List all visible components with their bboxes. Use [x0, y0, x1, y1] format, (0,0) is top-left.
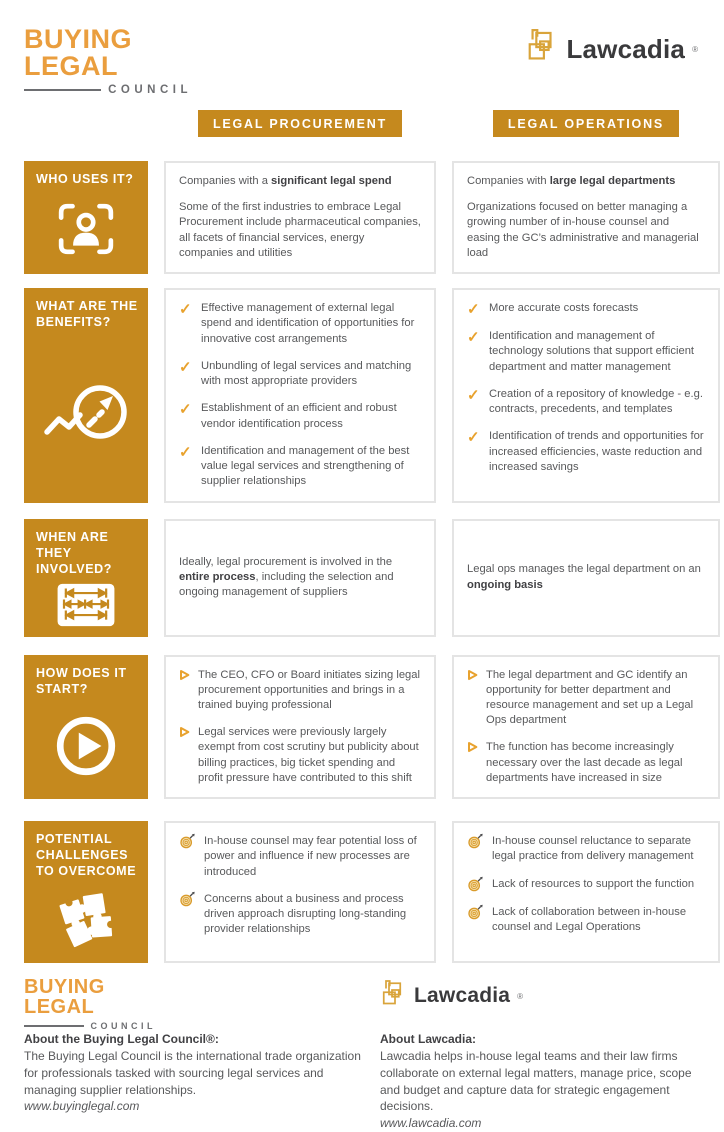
legal-operations-header: LEGAL OPERATIONS — [493, 110, 679, 137]
legal-procurement-header: LEGAL PROCUREMENT — [198, 110, 402, 137]
growth-chart-icon — [42, 379, 130, 449]
lawcadia-logo — [525, 28, 698, 70]
content-box-operations-when — [452, 519, 720, 637]
body-text: , including the selection and ongoing management of suppliers — [179, 570, 394, 599]
list-item-text: Identification of trends and opportunities for increased efficiencies, waste reduction and increased savings — [489, 430, 704, 473]
content-box-operations-who — [452, 161, 720, 274]
dartboard-icon — [179, 833, 196, 850]
arrow-bullet-icon — [179, 669, 190, 681]
footer-lawcadia — [380, 977, 704, 1132]
trademark-mark: ® — [692, 44, 698, 54]
list-item — [179, 359, 421, 389]
content-box-procurement-when — [164, 519, 436, 637]
list-item-text: In-house counsel reluctance to separate legal practice from delivery management — [492, 835, 694, 863]
logo-divider-line — [24, 1025, 84, 1027]
list-item — [467, 301, 705, 317]
list-item — [467, 740, 705, 786]
row-challenges — [24, 821, 704, 963]
body-text: Legal ops manages the legal department on an — [467, 563, 701, 576]
sidebar-label: WHEN ARE THEY INVOLVED? — [36, 529, 113, 576]
list-item — [467, 834, 705, 864]
lead-bold: large legal departments — [549, 175, 676, 187]
row-how-starts — [24, 655, 704, 800]
check-icon: ✓ — [179, 443, 192, 461]
list-item-text: Identification and management of the best value legal services and strengthening of supplier relationships — [201, 444, 410, 488]
buyinglegal-url[interactable]: www.buyinglegal.com — [24, 1099, 140, 1114]
list-item-text: The function has become increasingly necessary over the last decade as legal departments have increased in size — [486, 741, 683, 784]
content-box-operations-challenges — [452, 821, 720, 963]
list-item — [179, 725, 421, 786]
lawcadia-squares-icon — [380, 979, 407, 1013]
arrow-bullet-icon — [467, 669, 478, 681]
list-item-text: More accurate costs forecasts — [489, 302, 639, 315]
body-text: Some of the first industries to embrace Legal Procurement include pharmaceutical companies, all facets of financial services, energy companies and utilities — [179, 201, 421, 259]
check-icon: ✓ — [467, 301, 480, 319]
content-box-procurement-who — [164, 161, 436, 274]
check-icon: ✓ — [179, 401, 192, 419]
sidebar-when-involved — [24, 519, 148, 637]
list-item-text: In-house counsel may fear potential loss of power and influence if new processes are introduced — [204, 835, 417, 878]
list-item-text: Lack of resources to support the function — [492, 877, 695, 890]
check-icon: ✓ — [467, 329, 480, 347]
council-logo-text: COUNCIL — [90, 1021, 156, 1032]
list-item-text: Unbundling of legal services and matching with most appropriate providers — [201, 359, 412, 388]
list-item-text: Concerns about a business and process driven approach disrupting long-standing provider relationships — [204, 892, 407, 936]
list-item — [179, 301, 421, 347]
sidebar-label: POTENTIAL CHALLENGES TO OVERCOME — [36, 832, 137, 879]
footer-buying-legal — [24, 977, 364, 1132]
play-icon — [53, 713, 119, 779]
about-lawcadia-title: About Lawcadia: — [380, 1032, 477, 1047]
list-item — [467, 905, 705, 935]
buying-legal-logo-text: BUYING LEGAL — [24, 24, 133, 81]
dartboard-icon — [179, 891, 196, 908]
sidebar-label: WHAT ARE THE BENEFITS? — [36, 299, 138, 330]
buying-legal-council-logo — [24, 26, 192, 96]
list-item-text: Legal services were previously largely exempt from cost scrutiny but publicity about billing practices, big ticket spending and profit pressure have contributed to this shift — [198, 726, 419, 784]
logo-divider-line — [24, 89, 101, 91]
list-item-text: Identification and management of technology solutions that support efficient department and matter management — [489, 330, 695, 373]
sidebar-benefits — [24, 288, 148, 502]
check-icon: ✓ — [467, 429, 480, 447]
about-blc-body: The Buying Legal Council is the international trade organization for professionals tasked with sourcing legal services and managing supplier relationships. — [24, 1048, 361, 1097]
sidebar-how-starts — [24, 655, 148, 800]
list-item — [179, 834, 421, 880]
row-who-uses-it — [24, 161, 704, 274]
body-text: Ideally, legal procurement is involved in the — [179, 555, 393, 568]
lead-text: Companies with — [467, 175, 550, 187]
sidebar-challenges — [24, 821, 148, 963]
list-item — [467, 387, 705, 417]
row-benefits — [24, 288, 704, 502]
lead-text: Companies with a — [179, 175, 272, 187]
list-item-text: Creation of a repository of knowledge - e.g. contracts, precedents, and templates — [489, 387, 703, 416]
trademark-mark: ® — [517, 991, 524, 1001]
body-bold: ongoing basis — [467, 578, 543, 591]
face-scan-icon — [57, 202, 115, 256]
content-box-procurement-challenges — [164, 821, 436, 963]
page-footer — [24, 977, 724, 1132]
about-blc-title: About the Buying Legal Council®: — [24, 1032, 219, 1047]
body-bold: entire process — [179, 570, 256, 583]
content-box-procurement-benefits — [164, 288, 436, 502]
content-box-operations-benefits — [452, 288, 720, 502]
row-when-involved — [24, 519, 704, 637]
content-box-operations-start — [452, 655, 720, 800]
list-item — [467, 668, 705, 729]
list-item — [467, 329, 705, 375]
sidebar-label: HOW DOES IT START? — [36, 665, 127, 696]
body-text: Organizations focused on better managing a growing number of in-house counsel and easing the GC’s administrative and managerial load — [467, 201, 699, 259]
list-item-text: The CEO, CFO or Board initiates sizing legal procurement opportunities and brings in a trained buying professional — [198, 668, 420, 711]
check-icon: ✓ — [179, 301, 192, 319]
buying-legal-logo-text: BUYING LEGAL — [24, 976, 105, 1019]
arrow-bullet-icon — [467, 741, 478, 753]
puzzle-icon — [51, 885, 121, 953]
check-icon: ✓ — [467, 386, 480, 404]
about-lawcadia-body: Lawcadia helps in-house legal teams and their law firms collaborate on external legal matters, manage price, scope and budget and capture data for strategic engagement decisions. — [380, 1048, 692, 1114]
sidebar-label: WHO USES IT? — [36, 172, 134, 186]
check-icon: ✓ — [179, 358, 192, 376]
list-item-text: Effective management of external legal spend and identification of opportunities for innovative cost arrangements — [201, 302, 415, 345]
page-header — [0, 0, 724, 96]
dartboard-icon — [467, 833, 484, 850]
list-item — [467, 877, 705, 893]
dartboard-icon — [467, 876, 484, 893]
lawcadia-url[interactable]: www.lawcadia.com — [380, 1116, 482, 1131]
content-box-procurement-start — [164, 655, 436, 800]
lawcadia-squares-icon — [525, 28, 559, 70]
list-item — [179, 892, 421, 938]
arrow-bullet-icon — [179, 726, 190, 738]
list-item — [179, 444, 421, 490]
column-headers — [24, 110, 704, 137]
list-item — [179, 401, 421, 431]
list-item-text: The legal department and GC identify an opportunity for better department and resource management and set up a Legal Ops department — [486, 668, 694, 727]
list-item — [467, 429, 705, 475]
lead-bold: significant legal spend — [271, 175, 392, 187]
timeline-icon — [56, 583, 116, 627]
lawcadia-logo-text: Lawcadia — [414, 984, 511, 1008]
council-logo-text: COUNCIL — [108, 84, 192, 96]
list-item — [179, 668, 421, 714]
buying-legal-council-logo-small — [24, 977, 156, 1031]
list-item-text: Establishment of an efficient and robust vendor identification process — [201, 402, 397, 430]
lawcadia-logo-text: Lawcadia — [566, 33, 686, 64]
lawcadia-logo-small — [380, 979, 523, 1013]
sidebar-who-uses-it — [24, 161, 148, 274]
dartboard-icon — [467, 904, 484, 921]
list-item-text: Lack of collaboration between in-house counsel and Legal Operations — [492, 905, 687, 933]
